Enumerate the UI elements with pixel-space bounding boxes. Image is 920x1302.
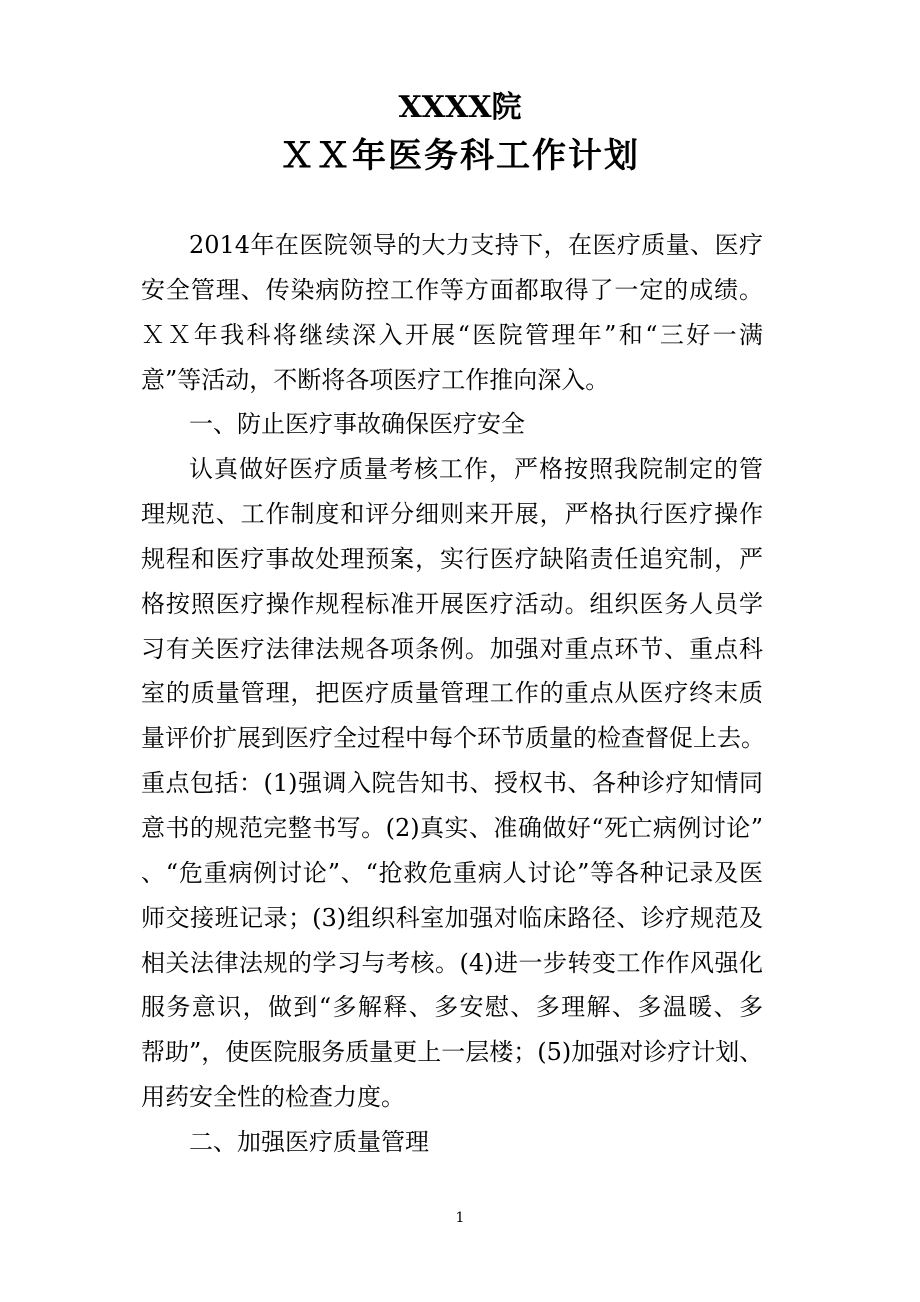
page-number: 1 — [455, 1210, 465, 1226]
paragraph-line: 习有关医疗法律法规各项条例。加强对重点环节、重点科 — [141, 634, 763, 663]
section-heading-2: 二、加强医疗质量管理 — [189, 1127, 429, 1156]
paragraph-line: 、“危重病例讨论”、“抢救危重病人讨论”等各种记录及医 — [141, 858, 763, 887]
paragraph-line: 规程和医疗事故处理预案，实行医疗缺陷责任追究制，严 — [141, 544, 763, 573]
paragraph-line: 用药安全性的检查力度。 — [141, 1083, 405, 1112]
document-body — [141, 223, 763, 1165]
paragraph-line: 认真做好医疗质量考核工作，严格按照我院制定的管 — [189, 455, 763, 484]
paragraph-line: 理规范、工作制度和评分细则来开展，严格执行医疗操作 — [141, 500, 763, 529]
paragraph-line: 室的质量管理，把医疗质量管理工作的重点从医疗终末质 — [141, 679, 763, 708]
paragraph-line: 帮助”，使医院服务质量更上一层楼；(5)加强对诊疗计划、 — [141, 1038, 764, 1067]
paragraph-line: 格按照医疗操作规程标准开展医疗活动。组织医务人员学 — [141, 589, 763, 618]
paragraph-line: 量评价扩展到医疗全过程中每个环节质量的检查督促上去。 — [141, 724, 765, 753]
paragraph-line: 师交接班记录；(3)组织科室加强对临床路径、诊疗规范及 — [141, 903, 763, 932]
document-subtitle: ＸＸ年医务科工作计划 — [280, 136, 640, 176]
paragraph-line: 意”等活动，不断将各项医疗工作推向深入。 — [141, 365, 610, 394]
paragraph-line: 意书的规范完整书写。(2)真实、准确做好“死亡病例讨论” — [141, 813, 763, 842]
document-title: XXXX院 — [398, 90, 522, 125]
section-heading-1: 一、防止医疗事故确保医疗安全 — [189, 410, 525, 439]
paragraph-line: 重点包括：(1)强调入院告知书、授权书、各种诊疗知情同 — [141, 769, 763, 798]
paragraph-line: 2014年在医院领导的大力支持下，在医疗质量、医疗 — [189, 231, 763, 259]
paragraph-line: 相关法律法规的学习与考核。(4)进一步转变工作作风强化 — [141, 948, 763, 977]
paragraph-line: 安全管理、传染病防控工作等方面都取得了一定的成绩。 — [141, 275, 763, 304]
paragraph-line: 服务意识，做到“多解释、多安慰、多理解、多温暖、多 — [141, 993, 763, 1022]
paragraph-line: ＸＸ年我科将继续深入开展“医院管理年”和“三好一满 — [141, 320, 763, 349]
